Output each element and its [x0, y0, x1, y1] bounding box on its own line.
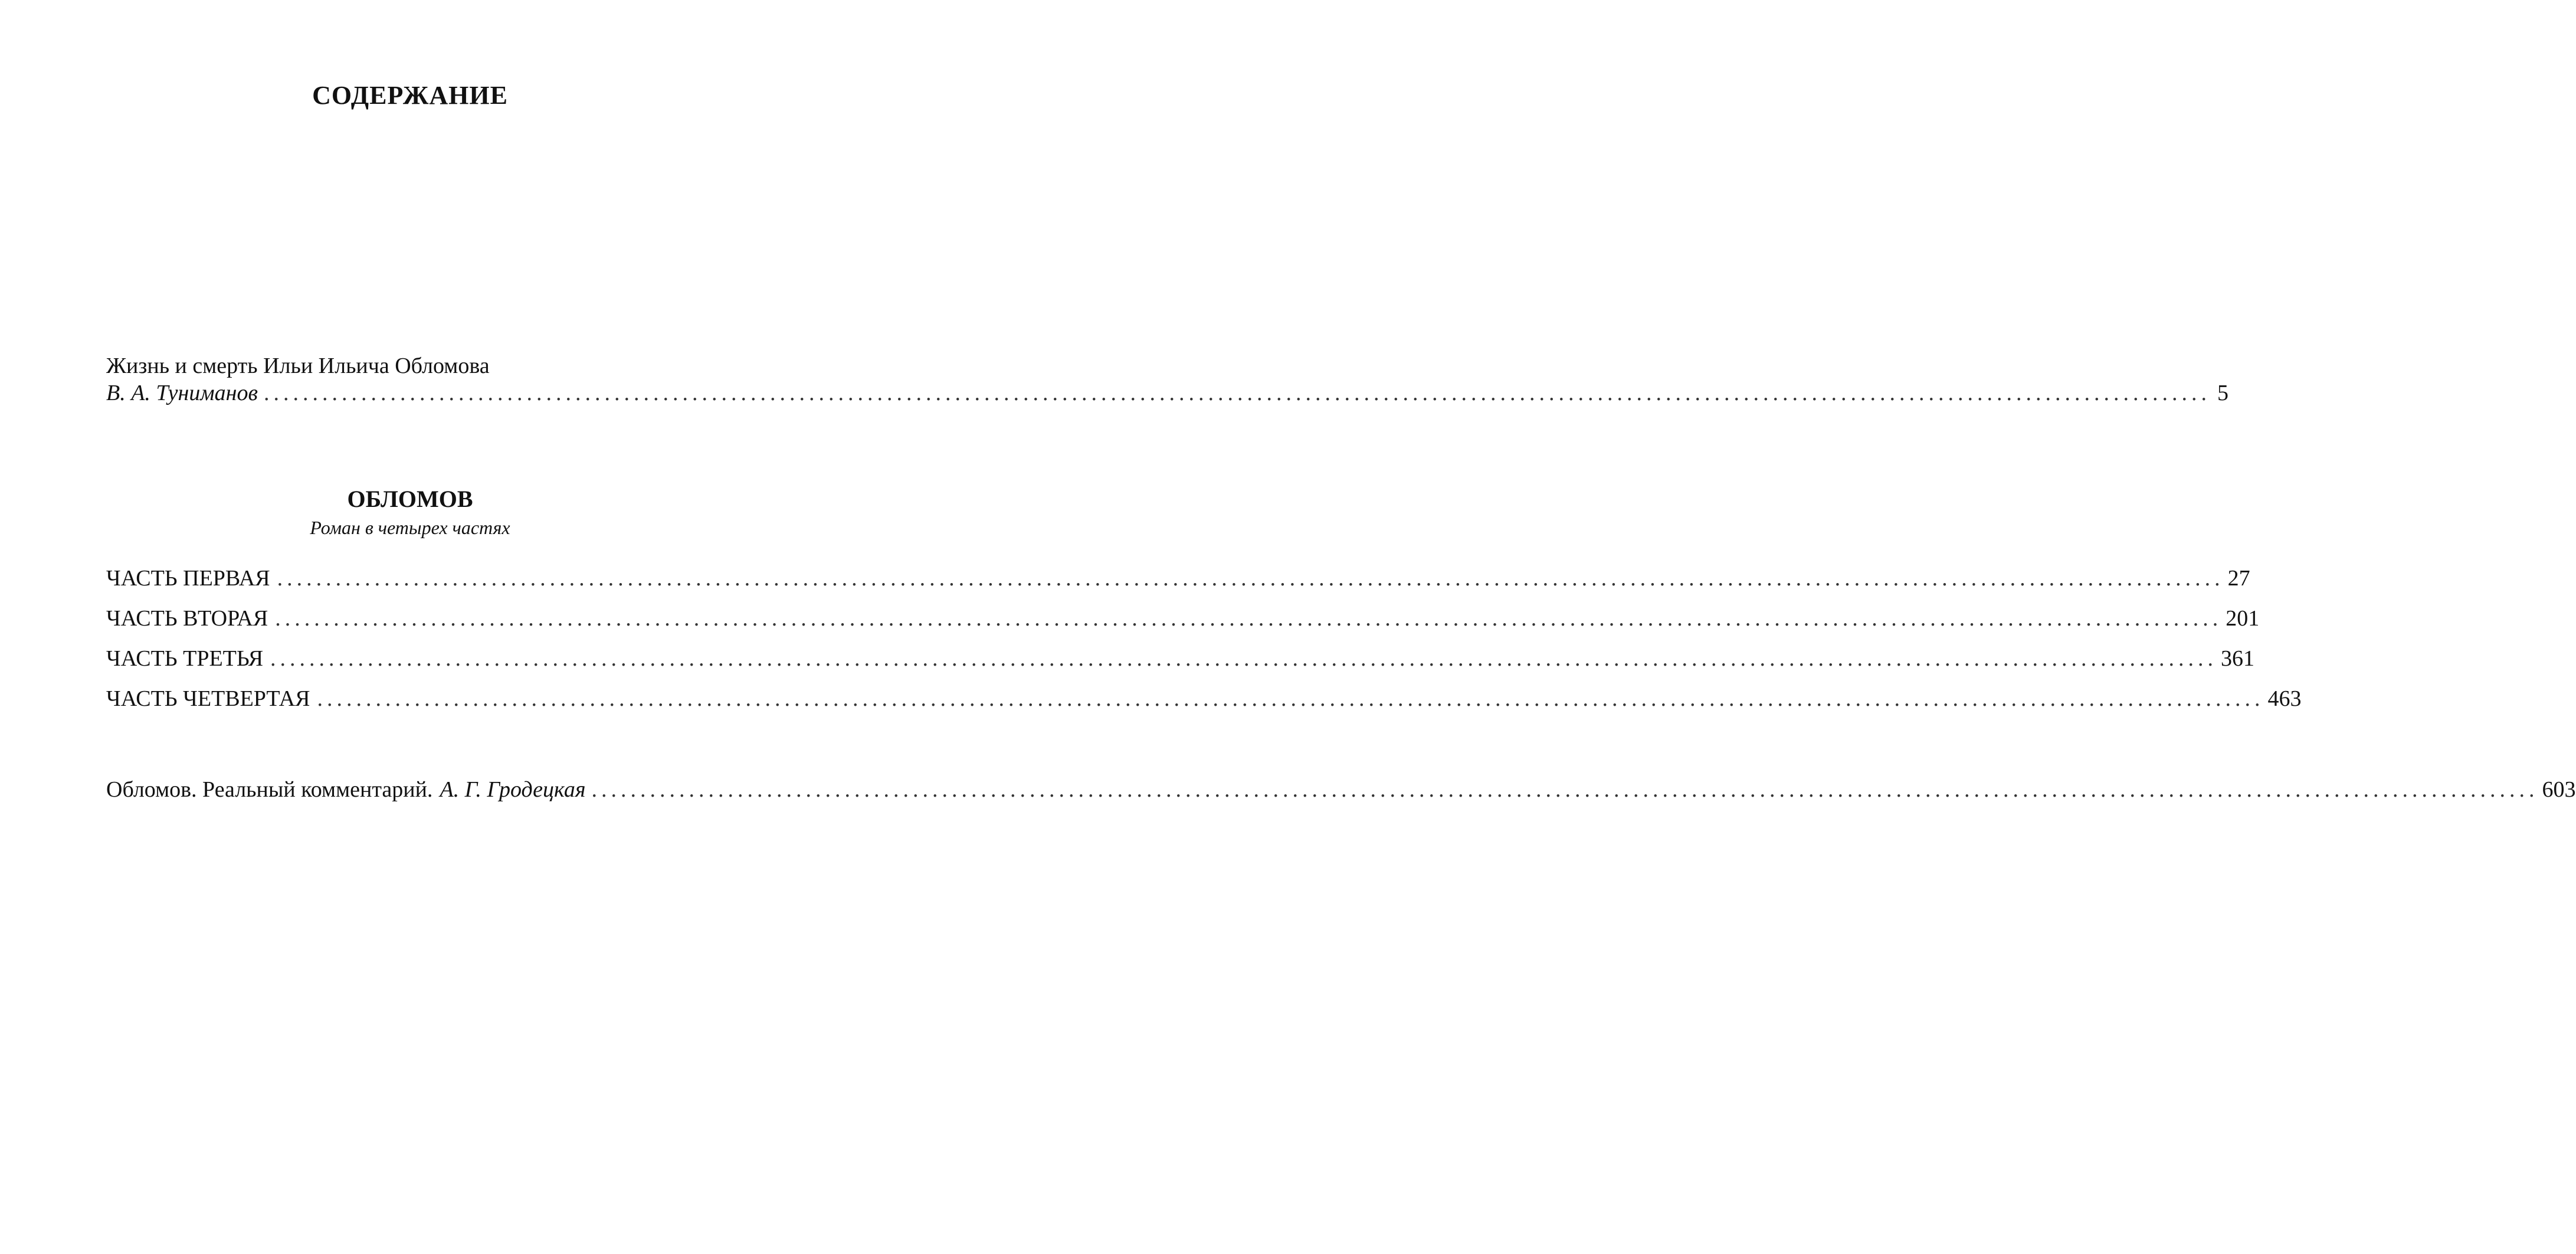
toc-entry-author: В. А. Туниманов — [106, 381, 258, 405]
toc-entry-part-1[interactable] — [106, 565, 2250, 592]
section-subtitle: Роман в четырех частях — [310, 517, 510, 538]
toc-entry-title: Жизнь и смерть Ильи Ильича Обломова — [106, 353, 490, 378]
dot-leader: ........................................................................................................................................................................................................ — [277, 566, 2224, 591]
dot-leader: ........................................................................................................................................................................................................ — [270, 646, 2218, 671]
page-number: 27 — [2227, 566, 2250, 591]
page-number: 603 — [2542, 777, 2576, 802]
toc-entry-label: ЧАСТЬ ПЕРВАЯ — [106, 566, 270, 591]
page-number: 201 — [2226, 606, 2260, 631]
toc-entry-label: ЧАСТЬ ТРЕТЬЯ — [106, 646, 264, 671]
page-title: СОДЕРЖАНИЕ — [312, 81, 508, 110]
dot-leader: ........................................................................................................................................................................................................ — [317, 686, 2264, 711]
toc-entry-part-4[interactable] — [106, 685, 2302, 712]
toc-entry-author-line — [106, 379, 2228, 407]
toc-entry-part-2[interactable] — [106, 605, 2260, 632]
toc-entry-label: ЧАСТЬ ВТОРАЯ — [106, 606, 268, 631]
toc-entry-title: Обломов. Реальный комментарий. — [106, 777, 433, 802]
page-number: 463 — [2267, 686, 2302, 711]
dot-leader: ........................................................................................................................................................................................................ — [275, 606, 2223, 631]
toc-entry-intro[interactable] — [106, 352, 2228, 407]
toc-entry-commentary[interactable] — [106, 776, 2576, 803]
page-number: 5 — [2217, 381, 2228, 405]
dot-leader: ........................................................................................................................................................................................................ — [591, 777, 2539, 802]
page-number: 361 — [2221, 646, 2255, 671]
toc-entry-author: А. Г. Гродецкая — [440, 777, 586, 802]
toc-entry-part-3[interactable] — [106, 645, 2255, 672]
dot-leader: ........................................................................................................................................................................................................ — [263, 381, 2211, 405]
toc-entry-label: ЧАСТЬ ЧЕТВЕРТАЯ — [106, 686, 310, 711]
toc-entry-title-line — [106, 352, 714, 379]
section-title: ОБЛОМОВ — [347, 486, 473, 512]
